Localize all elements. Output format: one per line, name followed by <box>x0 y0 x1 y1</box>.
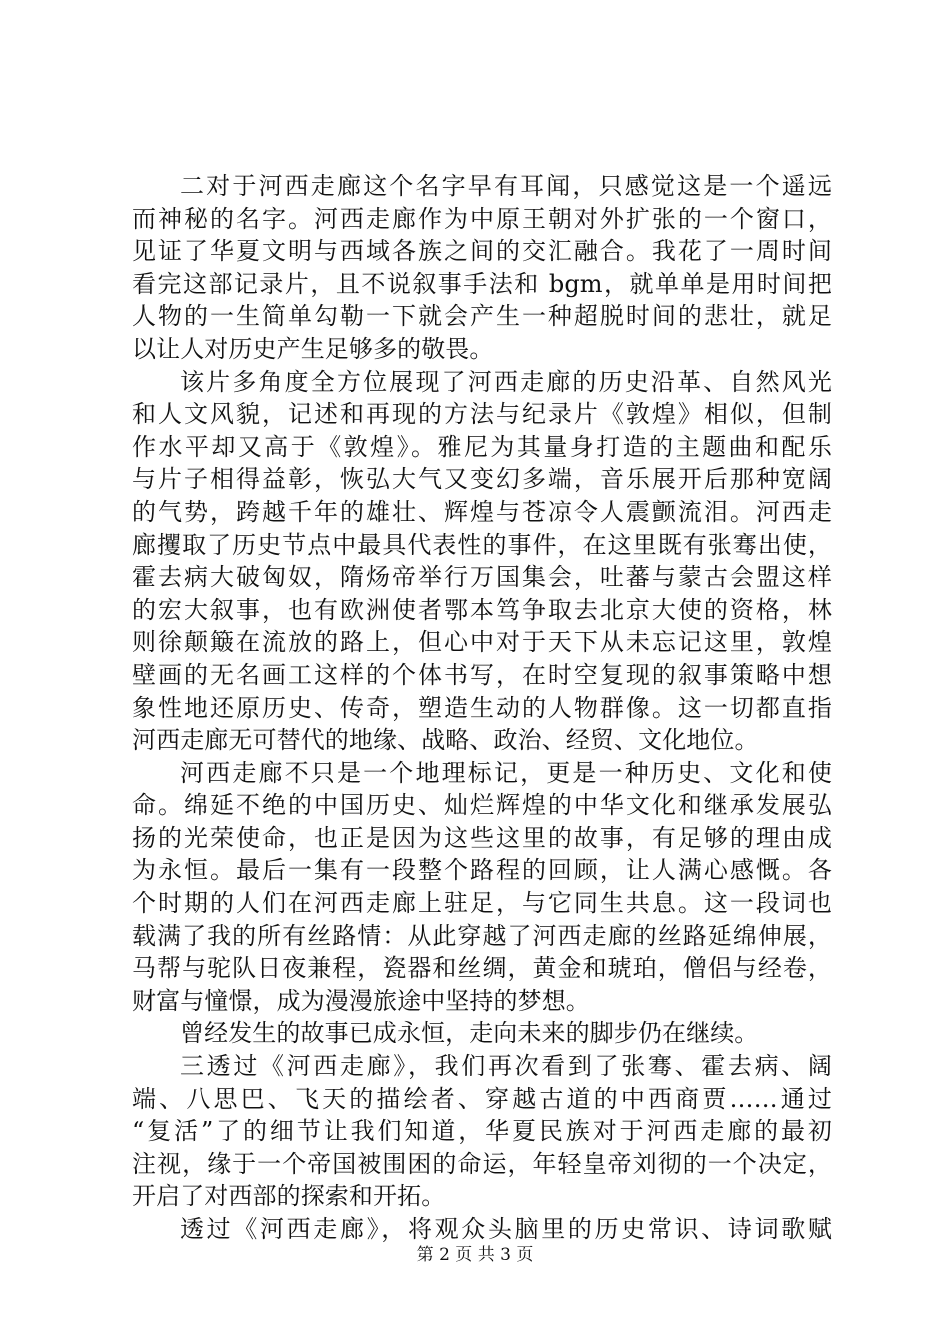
text-line: 财富与憧憬，成为漫漫旅途中坚持的梦想。 <box>132 986 590 1015</box>
text-line: 个时期的人们在河西走廊上驻足，与它同生共息。这一段词也 <box>132 889 832 918</box>
text-line: 曾经发生的故事已成永恒，走向未来的脚步仍在继续。 <box>180 1019 759 1048</box>
text-line: 与片子相得益彰，恢弘大气又变幻多端，音乐展开后那种宽阔 <box>132 465 832 494</box>
text-line: 扬的光荣使命，也正是因为这些这里的故事，有足够的理由成 <box>132 823 832 852</box>
paragraph <box>132 1213 832 1246</box>
text-line: 廊攫取了历史节点中最具代表性的事件，在这里既有张骞出使， <box>132 530 832 559</box>
text-line: 河西走廊无可替代的地缘、战略、政治、经贸、文化地位。 <box>132 726 759 755</box>
text-line: 为永恒。最后一集有一段整个路程的回顾，让人满心感慨。各 <box>132 856 832 885</box>
text-line: 注视，缘于一个帝国被围困的命运，年轻皇帝刘彻的一个决定， <box>132 1149 832 1178</box>
text-line: 河西走廊不只是一个地理标记，更是一种历史、文化和使 <box>180 758 832 787</box>
text-line: 三透过《河西走廊》，我们再次看到了张骞、霍去病、阔 <box>180 1052 832 1081</box>
text-line: 二对于河西走廊这个名字早有耳闻，只感觉这是一个遥远 <box>180 172 832 200</box>
text-line: 壁画的无名画工这样的个体书写，在时空复现的叙事策略中想 <box>132 660 832 689</box>
text-line: 的气势，跨越千年的雄壮、辉煌与苍凉令人震颤流泪。河西走 <box>132 497 832 526</box>
text-line: 看完这部记录片，且不说叙事手法和 bgm，就单单是用时间把 <box>132 269 832 298</box>
text-line: “复活”了的细节让我们知道，华夏民族对于河西走廊的最初 <box>132 1117 832 1146</box>
paragraph <box>132 1050 832 1213</box>
text-line: 的宏大叙事，也有欧洲使者鄂本笃争取去北京大使的资格，林 <box>132 595 832 624</box>
text-line: 以让人对历史产生足够多的敬畏。 <box>132 334 494 363</box>
body-text <box>132 170 832 1246</box>
text-line: 该片多角度全方位展现了河西走廊的历史沿革、自然风光 <box>180 367 832 396</box>
text-line: 则徐颠簸在流放的路上，但心中对于天下从未忘记这里，敦煌 <box>132 628 832 657</box>
text-line: 而神秘的名字。河西走廊作为中原王朝对外扩张的一个窗口， <box>132 204 832 233</box>
text-line: 命。绵延不绝的中国历史、灿烂辉煌的中华文化和继承发展弘 <box>132 791 832 820</box>
paragraph <box>132 1017 832 1050</box>
text-line: 霍去病大破匈奴，隋炀帝举行万国集会，吐蕃与蒙古会盟这样 <box>132 563 832 592</box>
text-line: 载满了我的所有丝路情：从此穿越了河西走廊的丝路延绵伸展， <box>132 921 832 950</box>
text-line: 端、八思巴、飞天的描绘者、穿越古道的中西商贾……通过 <box>132 1084 832 1113</box>
page-number-footer: 第 2 页 共 3 页 <box>416 1245 534 1265</box>
text-line: 和人文风貌，记述和再现的方法与纪录片《敦煌》相似，但制 <box>132 400 832 429</box>
text-line: 透过《河西走廊》，将观众头脑里的历史常识、诗词歌赋 <box>180 1215 832 1243</box>
paragraph <box>132 366 832 757</box>
paragraph <box>132 757 832 1018</box>
text-line: 人物的一生简单勾勒一下就会产生一种超脱时间的悲壮，就足 <box>132 302 832 331</box>
text-line: 作水平却又高于《敦煌》。雅尼为其量身打造的主题曲和配乐 <box>132 432 832 461</box>
text-line: 开启了对西部的探索和开拓。 <box>132 1182 446 1211</box>
text-line: 马帮与驼队日夜兼程，瓷器和丝绸，黄金和琥珀，僧侣与经卷， <box>132 954 832 983</box>
text-line: 象性地还原历史、传奇，塑造生动的人物群像。这一切都直指 <box>132 693 832 722</box>
text-line: 见证了华夏文明与西域各族之间的交汇融合。我花了一周时间 <box>132 237 832 266</box>
paragraph <box>132 170 832 366</box>
